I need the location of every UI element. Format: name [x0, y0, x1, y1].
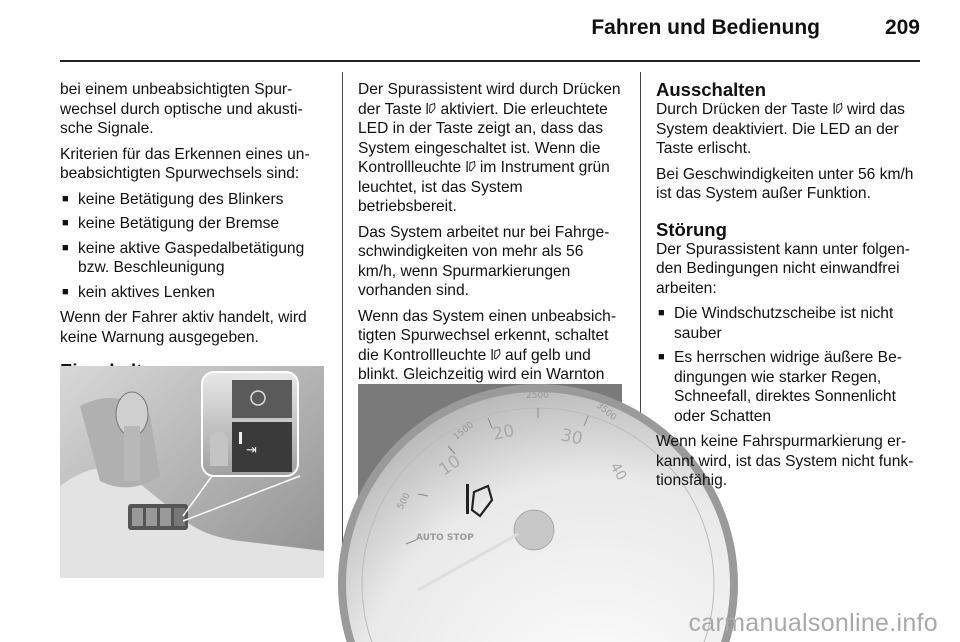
paragraph: Wenn das System einen unbeabsichtigten Spurwechsel erkennt, schaltet die Kontrollleuchte auf gelb und blinkt. Gleichzeitig wird ein Warnton	[358, 307, 617, 383]
rpm-label: 1500	[451, 420, 476, 443]
watermark: carmanualsonline.info	[688, 609, 938, 637]
paragraph: Das System arbeitet nur bei Fahrgeschwindigkeiten von mehr als 56 km/h, wenn Spurmarkierungen vorhanden sind.	[358, 223, 610, 299]
section-heading-ausschalten: Ausschalten	[656, 79, 767, 100]
column-3	[656, 80, 926, 497]
paragraph: Kriterien für das Erkennen eines unbeabsichtigten Spurwechsels sind:	[60, 145, 310, 182]
speed-label: 40	[606, 460, 630, 484]
header-divider	[60, 60, 920, 62]
paragraph: Wenn keine Fahrspurmarkierung erkannt wird, ist das System nicht funktionsfähig.	[656, 433, 914, 489]
paragraph: bei einem unbeabsichtigten Spurwechsel durch optische und akustische Signale.	[60, 81, 303, 137]
instrument-cluster-photo	[358, 384, 630, 596]
paragraph: Wenn der Fahrer aktiv handelt, wird keine Warnung ausgegeben.	[60, 309, 307, 346]
section-heading-stoerung: Störung	[656, 218, 727, 240]
speed-label: 30	[558, 425, 585, 450]
list-item: ■ Die Windschutzscheibe ist nicht sauber	[656, 304, 926, 343]
column-1	[60, 80, 326, 397]
lane-departure-icon	[491, 347, 501, 360]
lane-departure-icon	[466, 159, 476, 172]
speed-label: 10	[435, 451, 465, 481]
column-2	[358, 80, 623, 410]
paragraph: Bei Geschwindigkeiten unter 56 km/h ist das System außer Funktion.	[656, 165, 914, 202]
list-item: ■ keine Betätigung des Blinkers	[60, 190, 326, 210]
rpm-label: 500	[395, 491, 413, 512]
rpm-label: 2500	[526, 391, 549, 401]
lane-departure-icon	[833, 101, 843, 114]
column-divider-1	[342, 72, 343, 608]
paragraph: Der Spurassistent wird durch Drücken der Taste aktiviert. Die erleuchtete LED in der Taste zeigt an, dass das System eingeschaltet ist. Wenn die Kontrollleuchte im Instrument grün leuchtet, ist das System betriebsbereit.	[358, 81, 621, 215]
list-item: ■ keine Betätigung der Bremse	[60, 214, 326, 234]
rpm-label: 3500	[594, 400, 619, 424]
criteria-list	[60, 190, 326, 303]
conditions-list	[656, 304, 926, 426]
chapter-title: Fahren und Bedienung	[591, 16, 820, 39]
speed-label: 20	[490, 420, 517, 445]
paragraph: Durch Drücken der Taste wird das System deaktiviert. Die LED an der Taste erlischt.	[656, 101, 905, 157]
svg-text:⇥: ⇥	[246, 443, 257, 458]
lane-marker	[466, 484, 469, 514]
autostop-label: AUTO STOP	[416, 533, 474, 543]
speedometer-illustration	[358, 384, 630, 596]
list-item: ■ kein aktives Lenken	[60, 283, 326, 303]
page-number: 209	[884, 16, 920, 39]
console-switch-photo	[60, 366, 324, 578]
lane-departure-icon	[426, 101, 436, 114]
paragraph: Der Spurassistent kann unter folgenden Bedingungen nicht einwandfrei arbeiten:	[656, 240, 910, 297]
list-item: ■ Es herrschen widrige äußere Bedingungen wie starker Regen, Schneefall, direktes Sonnenlicht oder Schatten	[656, 348, 926, 426]
console-illustration	[60, 366, 324, 578]
list-item: ■ keine aktive Gaspedalbetätigung bzw. Beschleunigung	[60, 239, 326, 278]
